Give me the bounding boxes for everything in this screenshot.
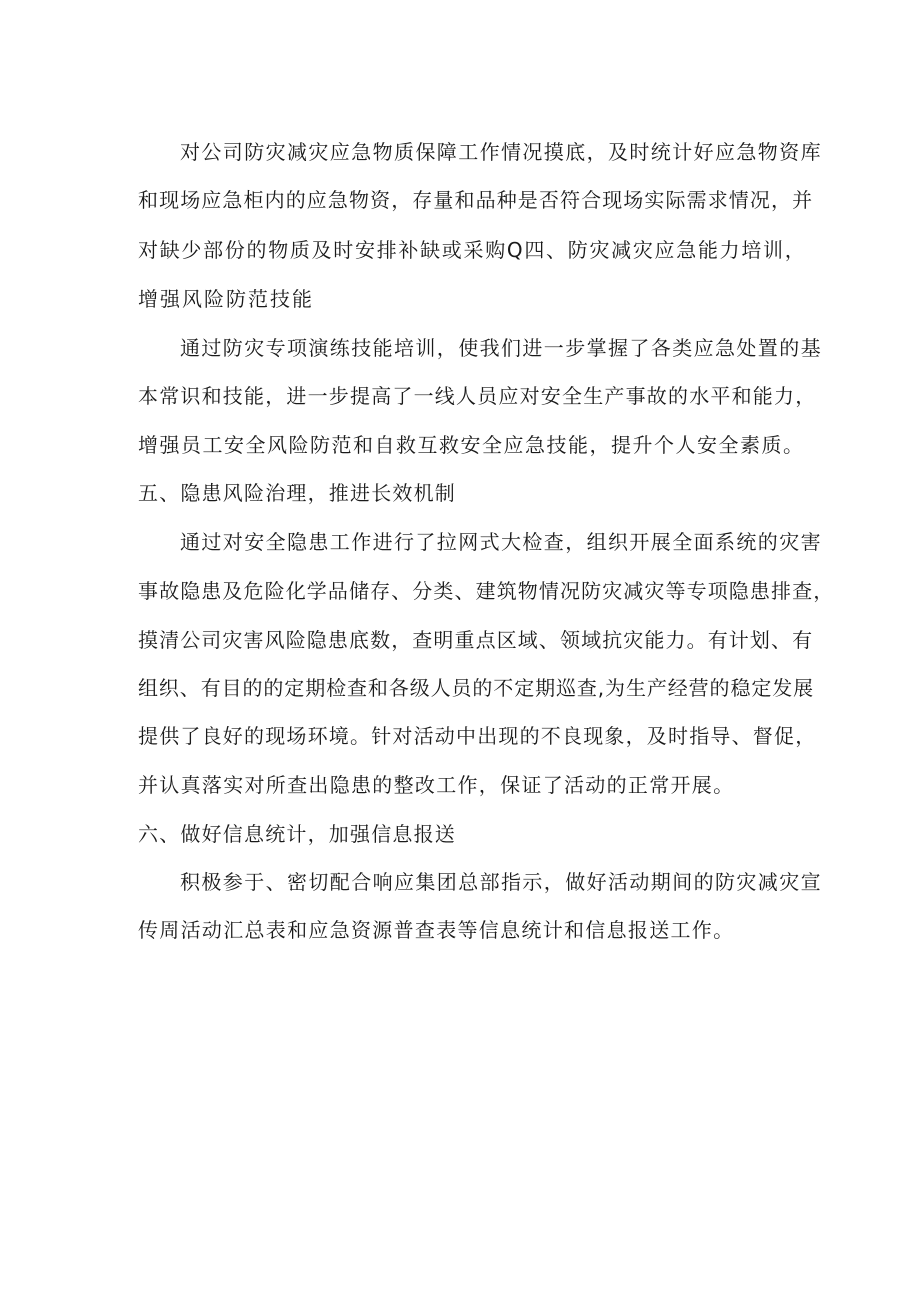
section-heading: 五、隐患风险治理，推进长效机制 xyxy=(138,481,456,505)
paragraph-line: 通过防灾专项演练技能培训，使我们进一步掌握了各类应急处置的基 xyxy=(180,336,822,360)
paragraph-line: 本常识和技能，进一步提高了一线人员应对安全生产事故的水平和能力， xyxy=(138,384,817,408)
paragraph-line: 对公司防灾减灾应急物质保障工作情况摸底，及时统计好应急物资库 xyxy=(180,140,822,164)
paragraph-line: 积极参于、密切配合响应集团总部指示，做好活动期间的防灾减灾宣 xyxy=(180,870,822,894)
paragraph-line: 组织、有目的的定期检查和各级人员的不定期巡查,为生产经营的稳定发展 xyxy=(138,676,815,700)
paragraph-line: 并认真落实对所查出隐患的整改工作，保证了活动的正常开展。 xyxy=(138,773,735,797)
paragraph-line: 提供了良好的现场环境。针对活动中出现的不良现象，及时指导、督促， xyxy=(138,724,817,748)
paragraph-line: 通过对安全隐患工作进行了拉网式大检查，组织开展全面系统的灾害 xyxy=(180,530,822,554)
paragraph-line: 增强员工安全风险防范和自救互救安全应急技能，提升个人安全素质。 xyxy=(138,433,805,457)
section-heading: 六、做好信息统计，加强信息报送 xyxy=(138,822,456,846)
paragraph-line: 事故隐患及危险化学品储存、分类、建筑物情况防灾减灾等专项隐患排查， xyxy=(138,579,835,603)
paragraph-line: 对缺少部份的物质及时安排补缺或采购Q四、防灾减灾应急能力培训， xyxy=(138,238,807,262)
section-heading: 增强风险防范技能 xyxy=(138,287,314,311)
paragraph-line: 传周活动汇总表和应急资源普查表等信息统计和信息报送工作。 xyxy=(138,918,735,942)
paragraph-line: 和现场应急柜内的应急物资，存量和品种是否符合现场实际需求情况，并 xyxy=(138,188,814,212)
paragraph-line: 摸清公司灾害风险隐患底数，查明重点区域、领域抗灾能力。有计划、有 xyxy=(138,628,814,652)
